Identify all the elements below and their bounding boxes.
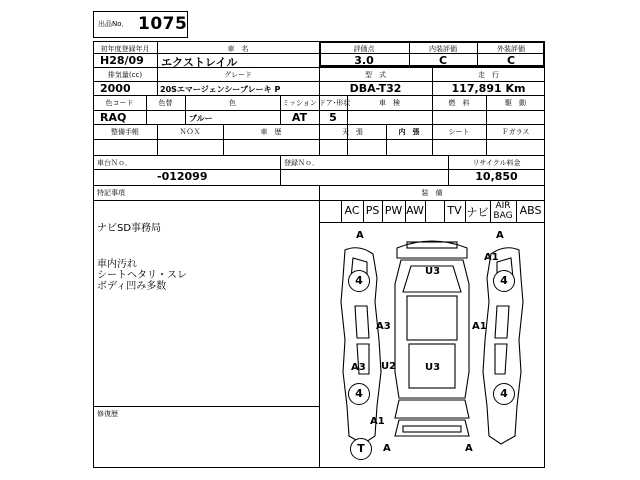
displacement-value: 2000 xyxy=(100,82,131,95)
grade-value: 20Sエマージェンシーブレーキ P xyxy=(160,85,281,94)
interior-score-value: C xyxy=(438,54,448,67)
chassis-number-label: 車台Ｎｏ． xyxy=(97,159,132,167)
car-name-value: エクストレイル xyxy=(161,56,238,69)
equipment-navi: ナビ xyxy=(466,206,489,219)
damage-front-right-fender: A1 xyxy=(484,252,499,263)
exterior-score-value: C xyxy=(506,54,516,67)
model-code-label: 型 式 xyxy=(365,71,386,79)
reg-date-value: H28/09 xyxy=(100,54,144,67)
lot-number-box xyxy=(93,11,188,38)
transmission-value: AT xyxy=(291,111,308,124)
color-label: 色 xyxy=(229,99,236,107)
recycle-fee-label: リサイクル料金 xyxy=(472,159,521,167)
equipment-label: 装 備 xyxy=(421,189,443,197)
maintenance-record-label: 整備手帳 xyxy=(111,128,139,136)
doors-value: 5 xyxy=(329,111,337,124)
interior-lining-label: 内 張 xyxy=(398,128,420,136)
damage-roof-front: U3 xyxy=(425,266,441,277)
damage-left-rear-door: A3 xyxy=(351,362,366,373)
lot-number-label: 出品No． xyxy=(98,20,129,28)
reg-date-label: 初年度登録年月 xyxy=(100,45,150,53)
damage-front-right-bumper: A xyxy=(496,230,504,241)
nox-label: ＮＯＸ xyxy=(179,128,201,136)
remark-note-navi: ナビSD事務局 xyxy=(97,223,162,234)
repair-history-label: 修復歴 xyxy=(97,410,118,418)
equipment-airbag: AIR BAG xyxy=(493,201,513,221)
tire-rear-right: 4 xyxy=(493,383,515,405)
recycle-fee-value: 10,850 xyxy=(475,170,518,183)
car-name-label: 車 名 xyxy=(227,45,249,53)
equipment-ac: AC xyxy=(344,204,360,217)
equipment-abs: ABS xyxy=(519,204,542,217)
transmission-label: ミッション xyxy=(282,99,317,107)
equipment-aw: AW xyxy=(406,204,424,217)
lot-number: 1075 xyxy=(138,14,188,34)
mileage-label: 走 行 xyxy=(478,71,499,79)
inspection-label: 車 検 xyxy=(379,99,400,107)
tire-front-left: 4 xyxy=(348,270,370,292)
fuel-label: 燃 料 xyxy=(448,99,470,107)
damage-rear-bumper-right: A xyxy=(465,443,473,454)
ceiling-label: 天 張 xyxy=(342,128,363,136)
remarks-label: 特記事項 xyxy=(97,189,125,197)
vehicle-history-label: 車 歴 xyxy=(260,128,282,136)
doors-body-label: ドア･形状 xyxy=(319,99,351,107)
equipment-pw: PW xyxy=(384,204,403,217)
tire-rear-left: 4 xyxy=(348,383,370,405)
registration-number-label: 登録Ｎｏ． xyxy=(284,159,319,167)
chassis-number-value: -012099 xyxy=(157,170,208,183)
color-change-label: 色替 xyxy=(158,99,173,107)
damage-left-front-door: A3 xyxy=(376,321,391,332)
interior-score-label: 内装評価 xyxy=(429,45,457,53)
displacement-label: 排気量(cc) xyxy=(107,71,143,79)
color-code-label: 色コード xyxy=(105,99,134,107)
equipment-tv: TV xyxy=(447,204,462,217)
front-glass-label: Ｆガラス xyxy=(501,128,530,136)
damage-roof-rear: U3 xyxy=(425,362,441,373)
score-value: 3.0 xyxy=(354,54,374,67)
color-code-value: RAQ xyxy=(100,111,127,124)
spare-tire: T xyxy=(350,438,372,460)
model-code-value: DBA-T32 xyxy=(349,82,402,95)
damage-right-front-door: A1 xyxy=(472,321,487,332)
equipment-ps: PS xyxy=(365,204,380,217)
exterior-score-label: 外装評価 xyxy=(497,45,525,53)
grade-label: グレード xyxy=(224,71,252,79)
damage-front-left-bumper: A xyxy=(356,230,364,241)
seat-label: シート xyxy=(448,128,470,136)
car-damage-diagram xyxy=(319,222,545,468)
drive-label: 駆 動 xyxy=(505,99,526,107)
damage-rear-left-quarter: A1 xyxy=(370,416,385,427)
damage-rear-bumper-left: A xyxy=(383,443,391,454)
color-value: ブルー xyxy=(189,114,213,123)
remark-note-condition: 車内汚れ シートヘタリ・スレ ボディ凹み多数 xyxy=(97,259,187,292)
score-label: 評価点 xyxy=(353,45,375,53)
tire-front-right: 4 xyxy=(493,270,515,292)
damage-left-side-dent: U2 xyxy=(381,361,397,372)
mileage-value: 117,891 Km xyxy=(451,82,526,95)
